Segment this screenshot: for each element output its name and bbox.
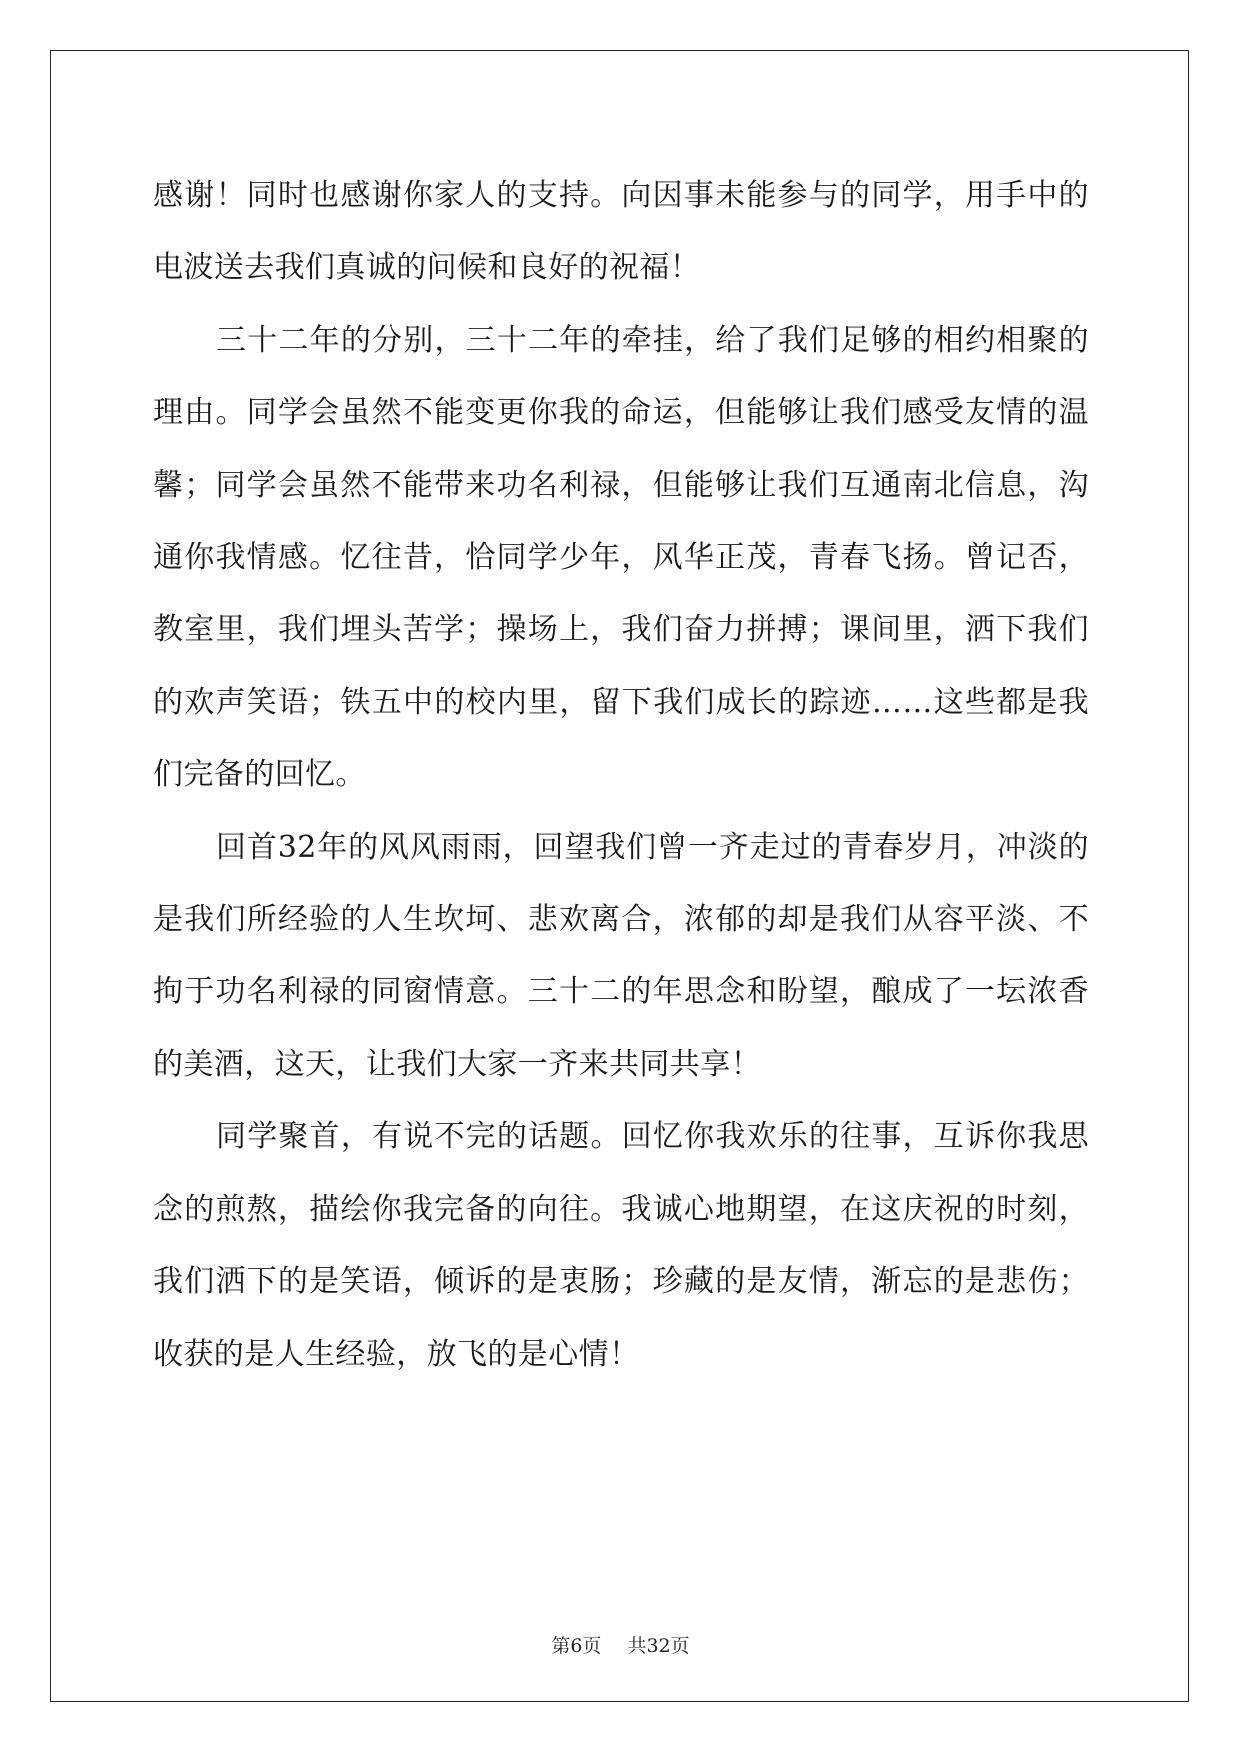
page-number-current: 第6页 [551,1635,602,1657]
paragraph-4: 同学聚首，有说不完的话题。回忆你我欢乐的往事，互诉你我思念的煎熬，描绘你我完备的向往。我诚心地期望，在这庆祝的时刻，我们洒下的是笑语，倾诉的是衷肠；珍藏的是友情，渐忘的是悲伤；收获的是人生经验，放飞的是心情！ [153,1119,1089,1372]
page-number-total: 共32页 [627,1635,690,1657]
page-footer [0,1631,1241,1658]
document-body [153,160,1089,1391]
paragraph-2: 三十二年的分别，三十二年的牵挂，给了我们足够的相约相聚的理由。同学会虽然不能变更你我的命运，但能够让我们感受友情的温馨；同学会虽然不能带来功名利禄，但能够让我们互通南北信息，沟通你我情感。忆往昔，恰同学少年，风华正茂，青春飞扬。曾记否，教室里，我们埋头苦学；操场上，我们奋力拼搏；课间里，洒下我们的欢声笑语；铁五中的校内里，留下我们成长的踪迹……这些都是我们完备的回忆。 [153,322,1089,793]
paragraph-3: 回首32年的风风雨雨，回望我们曾一齐走过的青春岁月，冲淡的是我们所经验的人生坎坷、悲欢离合，浓郁的却是我们从容平淡、不拘于功名利禄的同窗情意。三十二的年思念和盼望，酿成了一坛浓香的美酒，这天，让我们大家一齐来共同共享！ [153,829,1089,1082]
paragraph-1: 感谢！同时也感谢你家人的支持。向因事未能参与的同学，用手中的电波送去我们真诚的问候和良好的祝福！ [153,178,1089,286]
